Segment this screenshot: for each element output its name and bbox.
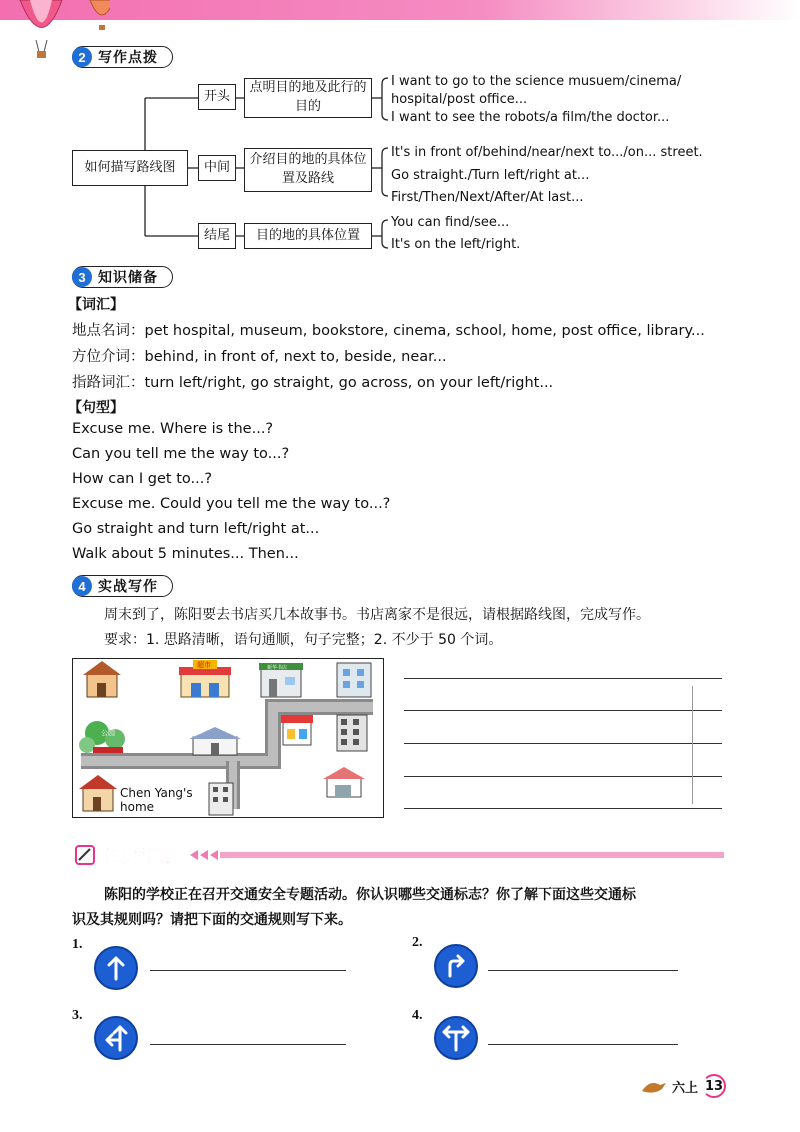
park-icon (79, 721, 125, 753)
school-icon (189, 727, 241, 755)
house-icon (83, 661, 121, 697)
left-or-right-arrow-sign-icon (434, 1016, 478, 1060)
diagram-root: 如何描写路线图 (72, 150, 188, 186)
middle-line-1: It's in front of/behind/near/next to.../on... street. (391, 145, 703, 160)
page-number: 13 (702, 1074, 726, 1098)
page-footer (640, 1074, 726, 1098)
task-requirement: 要求：1. 思路清晰，语句通顺，句子完整；2. 不少于 50 个词。 (104, 632, 503, 648)
answer-line[interactable] (488, 970, 678, 971)
sentence-line: Excuse me. Could you tell me the way to...? (72, 496, 391, 512)
opening-line-3: I want to see the robots/a film/the doctor... (391, 110, 670, 125)
section-number: 4 (72, 576, 92, 596)
route-map-drawing (73, 659, 384, 818)
practice-intro-line-1: 陈阳的学校正在召开交通安全专题活动。你认识哪些交通标志？你了解下面这些交通标 (104, 887, 636, 903)
straight-or-left-arrow-sign-icon (94, 1016, 138, 1060)
question-number: 3. (72, 1008, 83, 1023)
writing-line[interactable] (404, 776, 722, 777)
route-map (72, 658, 384, 818)
section-title: 实战写作 (98, 579, 158, 595)
branch-label-middle: 中间 (198, 155, 236, 181)
office-building-icon (337, 663, 371, 697)
section-title: 知识储备 (98, 270, 158, 286)
middle-line-3: First/Then/Next/After/At last... (391, 190, 584, 205)
turn-right-arrow-sign-icon (434, 944, 478, 988)
supermarket-sign: 超市 (197, 661, 211, 669)
section-header-writing-tips (72, 46, 173, 68)
sentence-heading: 【句型】 (68, 400, 124, 416)
theme-practice-title: 主题实践 (98, 846, 170, 867)
stall-icon (323, 767, 365, 797)
section-number: 2 (72, 47, 92, 67)
vocab-line-prepositions: 方位介词：behind, in front of, next to, beside, near... (72, 349, 447, 365)
branch-desc-opening: 点明目的地及此行的目的 (244, 78, 372, 118)
home-icon (79, 775, 117, 811)
answer-line[interactable] (488, 1044, 678, 1045)
sentence-line: Go straight and turn left/right at... (72, 521, 320, 537)
sentence-line: How can I get to...? (72, 471, 213, 487)
vocab-line-places: 地点名词：pet hospital, museum, bookstore, cinema, school, home, post office, library... (72, 323, 705, 339)
branch-label-ending: 结尾 (198, 223, 236, 249)
section-header-practice-writing (72, 575, 173, 597)
sentence-line: Excuse me. Where is the...? (72, 421, 274, 437)
writing-line[interactable] (404, 710, 722, 711)
pencil-icon (76, 846, 94, 864)
answer-line[interactable] (150, 970, 346, 971)
bookstore-sign: 新华书店 (267, 665, 288, 671)
section-number: 3 (72, 267, 92, 287)
branch-label-opening: 开头 (198, 84, 236, 110)
branch-desc-middle: 介绍目的地的具体位置及路线 (244, 148, 372, 192)
ending-line-2: It's on the left/right. (391, 237, 521, 252)
park-sign: 公园 (101, 729, 115, 737)
ending-line-1: You can find/see... (391, 215, 510, 230)
writing-line[interactable] (404, 808, 722, 809)
shop-icon (281, 715, 313, 745)
home-label-line-1: Chen Yang's (120, 786, 193, 800)
straight-arrow-sign-icon (94, 946, 138, 990)
sentence-line: Can you tell me the way to...? (72, 446, 290, 462)
branch-desc-ending: 目的地的具体位置 (244, 223, 372, 249)
tall-building-icon (337, 715, 367, 751)
bird-icon (640, 1077, 668, 1095)
theme-practice-banner (72, 840, 724, 868)
question-number: 2. (412, 935, 423, 950)
middle-line-2: Go straight./Turn left/right at... (391, 168, 590, 183)
writing-line[interactable] (404, 743, 722, 744)
writing-line[interactable] (404, 678, 722, 679)
section-title: 写作点拨 (98, 50, 158, 66)
opening-line-1: I want to go to the science musuem/cinema/ (391, 74, 682, 89)
question-number: 4. (412, 1008, 423, 1023)
opening-line-2: hospital/post office... (391, 92, 528, 107)
home-label-line-2: home (120, 800, 155, 814)
answer-line[interactable] (150, 1044, 346, 1045)
question-number: 1. (72, 937, 83, 952)
grade-label: 六上 (671, 1080, 698, 1096)
section-header-knowledge (72, 266, 173, 288)
vocab-heading: 【词汇】 (68, 297, 124, 313)
top-banner (0, 0, 800, 20)
vocab-line-directions: 指路词汇：turn left/right, go straight, go across, on your left/right... (72, 375, 554, 391)
task-prompt: 周末到了，陈阳要去书店买几本故事书。书店离家不是很远，请根据路线图，完成写作。 (104, 607, 650, 623)
apartment-icon (209, 783, 233, 815)
writing-margin-line (692, 686, 693, 804)
practice-intro-line-2: 识及其规则吗？请把下面的交通规则写下来。 (72, 912, 352, 928)
sentence-line: Walk about 5 minutes... Then... (72, 546, 299, 562)
